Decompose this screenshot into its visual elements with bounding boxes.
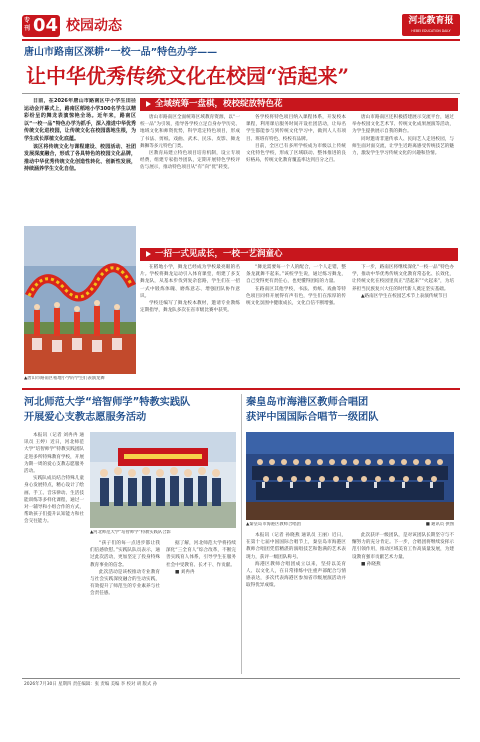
left-story-photo-caption: ▲河北师范大学“培智师学”特教实践队合影 bbox=[90, 530, 171, 535]
right-story-paragraph: 此次获评一级团队，是对该团队长期坚守与不懈努力的充分肯定。下一步，合唱团将继续发挥示范引领作用，推动区域美育工作高质量发展，为建设教育强市贡献艺术力量。 bbox=[352, 533, 454, 560]
lead-column-b bbox=[246, 114, 346, 244]
right-story-col-2 bbox=[352, 532, 454, 672]
story-divider bbox=[241, 394, 242, 674]
section-label: 专刊 bbox=[24, 17, 31, 32]
lead-intro-paragraph: 该区将传统文化与课程建设、校园活动、社团发展深度融合，形成了各具特色的校园文化品牌，推动中华优秀传统文化创造性转化、创新性发展，持续涵养学生文化自信。 bbox=[24, 143, 136, 173]
right-story-photo bbox=[246, 432, 454, 520]
left-story-paragraph: 此次活动是该校推动专业教育与社会实践深度融合的生动实践，有效提升了师范生的专业素养与社会责任感。 bbox=[90, 569, 160, 597]
subhead-unified-planning bbox=[140, 98, 458, 111]
subhead-growth bbox=[140, 248, 458, 261]
lead-paragraph: 唐山市路南区全面统筹区域教育资源，以“一校一品”为引领，指导各学校立足自身办学历史、地域文化和师资优势，科学选定特色项目，形成了书法、剪纸、戏曲、武术、民乐、皮影、舞龙舞狮等多元特色门类。 bbox=[140, 115, 240, 149]
right-story-headline-2: 获评中国国际合唱节一级团队 bbox=[246, 412, 379, 423]
lead-paragraph: 学校还编写了舞龙校本教材，邀请专业教练定期指导，舞龙队多次在省市级比赛中获奖。 bbox=[140, 301, 240, 314]
paper-logo bbox=[402, 14, 460, 36]
page-number: 04 bbox=[33, 15, 59, 36]
lead-paragraph: 在稻地小学，舞龙已经成为学校最亮眼的名片。学校将舞龙运动引入体育课堂，组建了多支舞龙队，从基本步伐到复杂套路，学生们在一招一式中锻炼体魄、磨炼意志、增强团队协作意识。 bbox=[140, 265, 240, 299]
lead-paragraph: 目前，全区已有多所学校成为市级以上传统文化特色学校，形成了区域联动、整体推进的良好格局，传统文化教育覆盖率达到百分之百。 bbox=[246, 143, 346, 164]
left-story-headline-2: 开展爱心支教志愿服务活动 bbox=[24, 412, 147, 423]
lead-paragraph: “舞龙需要每一个人的配合，一个人走错，整条龙就舞不起来。”该校学生说，通过练习舞龙，自己变得更有责任心，也更懂得团结的力量。 bbox=[246, 265, 346, 285]
right-story-photo-credit: ■ 通讯员 供图 bbox=[425, 522, 454, 527]
lead-kicker: 唐山市路南区深耕“一校一品”特色办学—— bbox=[24, 47, 218, 58]
lead-intro bbox=[24, 98, 136, 224]
section-badge bbox=[22, 15, 60, 37]
logo-text: 河北教育报 bbox=[408, 16, 454, 26]
logo-subtitle: HEBEI EDUCATION DAILY bbox=[411, 29, 451, 33]
right-story-col-1 bbox=[246, 532, 346, 672]
left-story-paragraph: ■ 刘冉冉 bbox=[175, 569, 195, 575]
lead-paragraph: 区教育局建立特色项目培育机制，设立专项经费，组建专家指导团队，定期开展特色学校评估与展示，推动特色项目从“有”向“优”转变。 bbox=[140, 151, 240, 171]
mid-rule bbox=[22, 388, 460, 390]
right-story-photo-caption: ▲秦皇岛市海港区教师合唱团 bbox=[246, 522, 301, 527]
lead-paragraph: 在路南区其他学校，书法、剪纸、戏曲等特色项目同样开展得有声有色，学生们在浓厚的传统文化氛围中健康成长，文化自信不断增强。 bbox=[246, 286, 346, 307]
lead-paragraph: 同时邀请非遗传承人、民间艺人走进校园，与师生面对面交流，让学生近距离感受传统技艺的魅力，激发学生学习传统文化的兴趣和热情。 bbox=[352, 136, 454, 157]
lead-paragraph: 下一步，路南区将继续深化“一校一品”特色办学，推动中华优秀传统文化教育常态化、长效化，让传统文化在校园里真正“活起来”“火起来”，为培养担当民族复兴大任的时代新人奠定坚实基础。 bbox=[352, 265, 454, 292]
left-story-col-3 bbox=[166, 540, 236, 670]
choir-photo bbox=[246, 432, 454, 520]
lead-paragraph: 各学校将特色项目纳入课程体系，开发校本课程，利用课后服务时间开设社团活动，让每名学生都能参与到传统文化学习中，做到人人有项目、班班有特色、校校有品牌。 bbox=[246, 115, 346, 142]
left-story-col-2 bbox=[90, 540, 160, 670]
right-story-paragraph: 本报讯（记者 孙晓燕 通讯员 王丽）近日，在第十七届中国国际合唱节上，秦皇岛市海港区教师合唱团凭借精湛的演唱技艺和饱满的艺术表现力，获评一级团队称号。 bbox=[246, 533, 346, 560]
header-rule bbox=[22, 39, 460, 41]
right-story-headline-1: 秦皇岛市海港区教师合唱团 bbox=[246, 397, 369, 408]
left-story-col-1 bbox=[24, 432, 84, 670]
triangle-marker-icon bbox=[146, 101, 151, 107]
footer-rule bbox=[22, 678, 460, 679]
triangle-marker-icon bbox=[146, 251, 151, 257]
lead-paragraph: ▲路南区学生在校园艺术节上表演传统节目 bbox=[361, 293, 448, 299]
lead-column-d bbox=[140, 264, 240, 384]
lead-photo-caption: ▲唐山市路南区稻地小学的学生们表演龙舞 bbox=[24, 376, 105, 381]
footer-text: 2026年7月30日 星期四 责任编辑：张 责编 美编 李 校对 胡 版式 孙 bbox=[24, 682, 158, 687]
volunteer-group-photo bbox=[90, 432, 236, 528]
lead-column-a bbox=[140, 114, 240, 244]
right-story-paragraph: 海港区教师合唱团成立以来，坚持以美育人、以文化人，在日常排练中注重声部配合与情感表达，多次代表海港区参加省市级展演活动并取得优异成绩。 bbox=[246, 561, 346, 589]
subhead-text: 一招一式见成长，一校一艺润童心 bbox=[155, 249, 283, 259]
left-story-paragraph: “孩子们的每一点进步都让我们倍感欣慰。”实践队队员表示，通过此次活动，更加坚定了投身特殊教育事业的信念。 bbox=[90, 541, 160, 568]
lead-intro-paragraph: 日前，在2026年唐山市路南区中小学生田径运动会开幕式上，路南区稻地小学300名学生以精彩纷呈的舞龙表演惊艳全场。近年来，路南区以“一校一品”特色办学为抓手，深入推进中华优秀传统文化进校园，让传统文化在校园落地生根，为学生成长厚植文化底蕴。 bbox=[24, 98, 136, 142]
left-story-paragraph: 实践队成员结合特殊儿童身心发展特点，精心设计了绘画、手工、音乐律动、生活技能训练等多样化课程，通过一对一辅导和小组合作的方式，帮助孩子们提升认知能力和社会交往能力。 bbox=[24, 476, 84, 525]
lead-headline-rule bbox=[22, 93, 460, 94]
lead-headline: 让中华优秀传统文化在校园“活起来” bbox=[26, 64, 350, 88]
right-story-paragraph: ■ 孙晓燕 bbox=[361, 561, 381, 567]
left-story-paragraph: 据了解，河北师范大学将持续深化“三全育人”综合改革，不断完善实践育人体系，引导学生在服务社会中受教育、长才干、作贡献。 bbox=[166, 541, 236, 568]
lead-paragraph: 唐山市路南区还积极搭建展示交流平台，通过举办校园文化艺术节、传统文化成果展演等活动，为学生提供展示自我的舞台。 bbox=[352, 115, 454, 135]
lead-column-e bbox=[246, 264, 346, 384]
column-name: 校园动态 bbox=[66, 18, 122, 34]
lead-column-f bbox=[352, 264, 454, 384]
subhead-text: 全域统筹一盘棋，校校绽放特色花 bbox=[155, 99, 283, 109]
left-story-headline-1: 河北师范大学“培智师学”特教实践队 bbox=[24, 397, 191, 408]
lead-photo bbox=[24, 226, 136, 374]
page-header bbox=[22, 14, 460, 38]
left-story-paragraph: 本报讯（记者 刘冉冉 通讯员 王婷）近日，河北师范大学“培智师学”特教实践团队走进多所特殊教育学校，开展为期一周的爱心支教志愿服务活动。 bbox=[24, 433, 84, 475]
lead-column-c bbox=[352, 114, 454, 244]
left-story-photo bbox=[90, 432, 236, 528]
dragon-dance-photo bbox=[24, 226, 136, 374]
